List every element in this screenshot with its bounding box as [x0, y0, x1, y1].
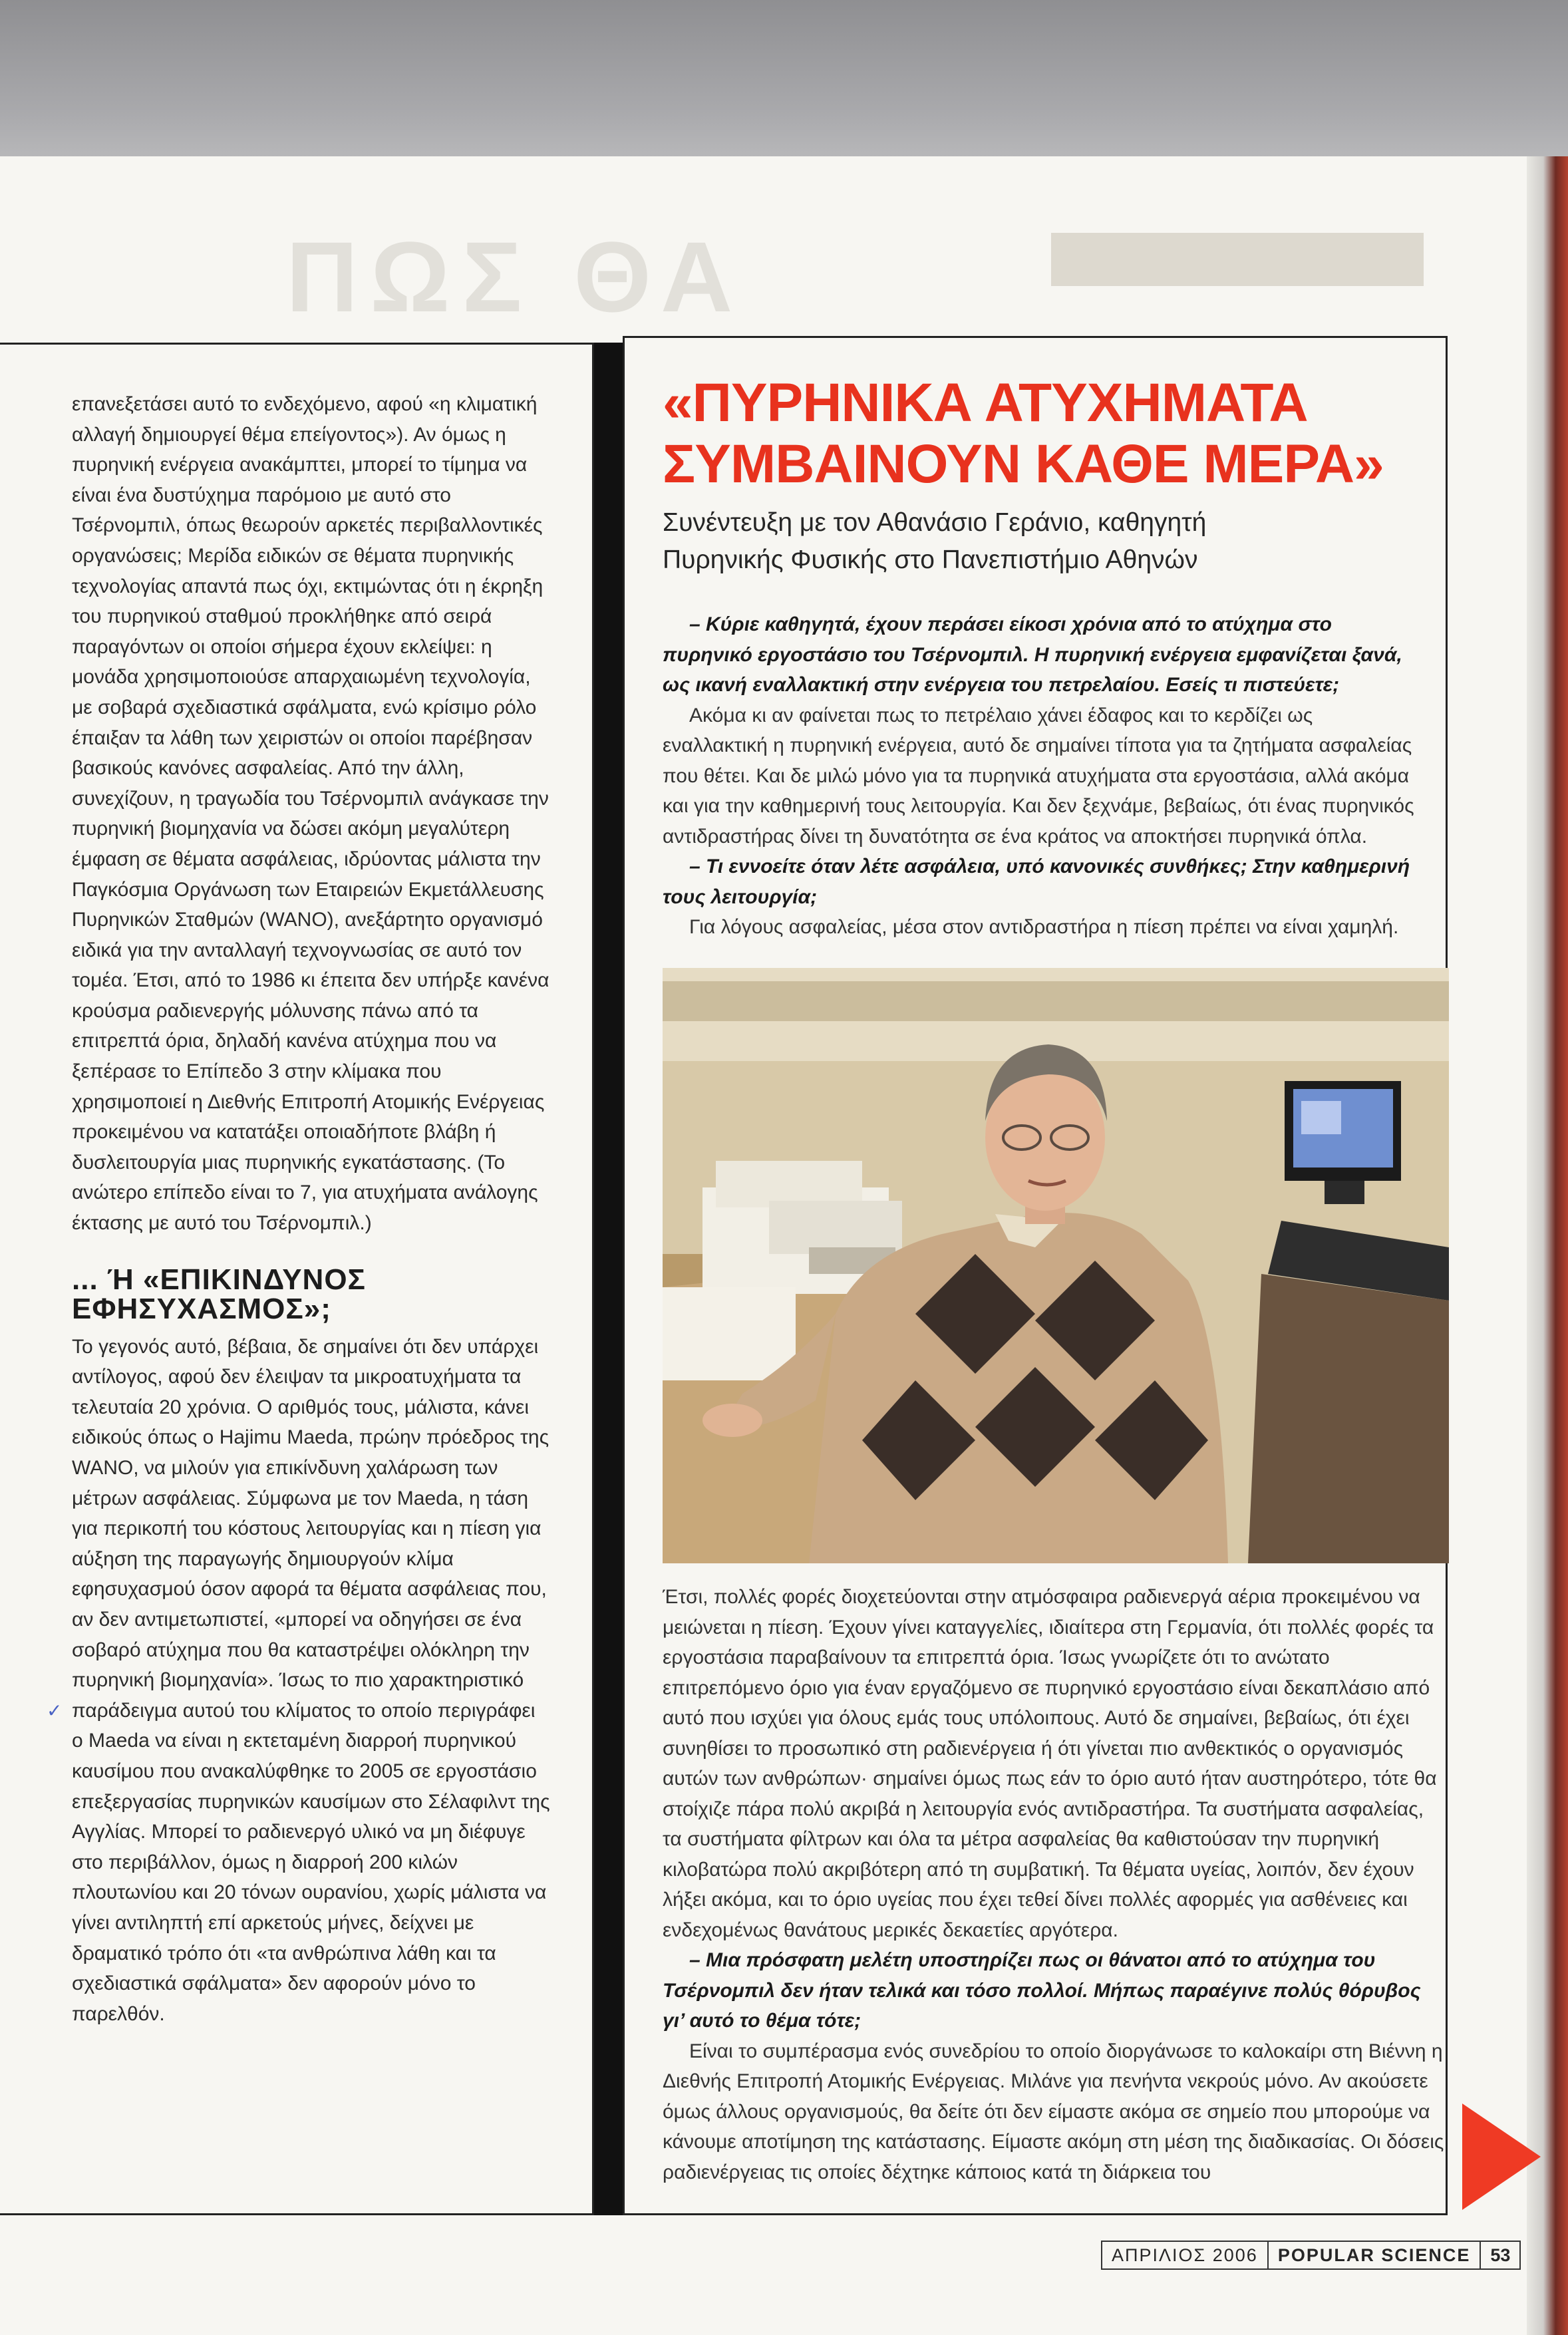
left-paragraph-2: Το γεγονός αυτό, βέβαια, δε σημαίνει ότι δεν υπάρχει αντίλογος, αφού δεν έλειψαν τα μικροατυχήματα τα τελευταία 20 χρόνια. Ο αριθμός τους, μάλιστα, κάνει ειδικούς όπως ο Hajimu Maeda, πρώην πρόεδρος της WANO, να μιλούν για επικίνδυνη χαλάρωση των μέτρων ασφάλειας. Σύμφωνα με τον Maeda, η τάση για περικοπή του κόστους λειτουργίας και η πίεση για αύξηση της παραγωγής δημιουργούν κλίμα εφησυχασμού όσον αφορά τα θέματα ασφάλειας που, αν δεν αντιμετωπιστεί, «μπορεί να οδηγήσει σε ένα σοβαρό ατύχημα που θα καταστρέψει ολόκληρη την πυρηνική βιομηχανία». Ίσως το πιο χαρακτηριστικό παράδειγμα αυτού του κλίματος το οποίο περιγράφει ο Maeda να είναι η εκτεταμένη διαρροή πυρηνικού καυσίμου που ανακαλύφθηκε το 2005 σε εργοστάσιο επεξεργασίας πυρηνικών καυσίμων στο Σέλαφιλντ της Αγγλίας. Μπορεί το ραδιενεργό υλικό να μη διέφυγε στο περιβάλλον, όμως η διαρροή 200 κιλών πλουτωνίου και 20 τόνων ουρανίου, χωρίς μάλιστα να γίνει αντιληπτή επί αρκετούς μήνες, δείχνει με δραματικό τρόπο ότι «τα ανθρώπινα λάθη και τα σχεδιαστικά σφάλματα» δεν αφορούν μόνο το παρελθόν. — [72, 1335, 550, 2025]
headline-line-1: «ΠΥΡΗΝΙΚΑ ΑΤΥΧΗΜΑΤΑ — [663, 373, 1308, 433]
deck — [663, 504, 1418, 579]
deck-line-1: Συνέντευξη με τον Αθανάσιο Γεράνιο, καθηγητή — [663, 508, 1207, 537]
question-2: – Τι εννοείτε όταν λέτε ασφάλεια, υπό κανονικές συνθήκες; Στην καθημερινή τους λειτουργία; — [663, 856, 1410, 908]
column-divider-bar — [594, 343, 623, 2215]
interview-column — [663, 373, 1418, 943]
footer-page-number: 53 — [1490, 2245, 1511, 2265]
pen-mark: ✓ — [47, 1700, 63, 1721]
portrait-illustration — [663, 968, 1449, 1563]
answer-1: Ακόμα κι αν φαίνεται πως το πετρέλαιο χάνει έδαφος και το κερδίζει ως εναλλακτική η πυρηνική ενέργεια, αυτό δε σημαίνει τίποτα για τα ζητήματα ασφαλείας που θέτει. Και δε μιλώ μόνο για τα πυρηνικά ατυχήματα στα εργοστάσια, αλλά ακόμα και για την καθημερινή τους λειτουργία. Και δεν ξεχνάμε, βεβαίως, ότι ένας πυρηνικός αντιδραστήρας δίνει τη δυνατότητα σε ένα κράτος να αποκτήσει πυρηνικά όπλα. — [663, 704, 1414, 848]
interview-continued — [663, 1582, 1448, 2187]
bleed-through-text: ΠΩΣ ΘΑ — [286, 221, 745, 333]
answer-3: Είναι το συμπέρασμα ενός συνεδρίου το οποίο διοργάνωσε το καλοκαίρι στη Βιέννη η Διεθνής Επιτροπή Ατομικής Ενέργειας. Μιλάνε για πενήντα νεκρούς μόνο. Αν ακούσετε όμως άλλους οργανισμούς, θα δείτε ότι δεν είμαστε ακόμα σε σημείο που μπορούμε να κάνουμε αποτίμηση της κατάστασης. Είμαστε ακόμη στη μέση της διαδικασίας. Οι δόσεις ραδιενέργειας τις οποίες δέχτηκε κάποιος κατά τη διάρκεια του — [663, 2040, 1444, 2183]
bleed-through-box — [1051, 233, 1424, 286]
page-edge — [1527, 156, 1568, 2335]
page-footer — [1101, 2241, 1521, 2270]
portrait-photo — [663, 968, 1449, 1563]
left-column — [72, 389, 551, 2029]
footer-issue-date: ΑΠΡΙΛΙΟΣ 2006 — [1102, 2242, 1269, 2268]
question-1: – Κύριε καθηγητά, έχουν περάσει είκοσι χρόνια από το ατύχημα στο πυρηνικό εργοστάσιο του Τσέρνομπιλ. Η πυρηνική ενέργεια εμφανίζεται ξανά, ως ικανή εναλλακτική στην ενέργεια του πετρελαίου. Εσείς τι πιστεύετε; — [663, 613, 1402, 696]
continue-arrow-icon — [1462, 2103, 1541, 2210]
scanner-background-top — [0, 0, 1568, 160]
interview-intro — [663, 609, 1418, 943]
section-subhead: ... Ή «ΕΠΙΚΙΝΔΥΝΟΣ ΕΦΗΣΥΧΑΣΜΟΣ»; — [72, 1263, 366, 1325]
question-3: – Μια πρόσφατη μελέτη υποστηρίζει πως οι θάνατοι από το ατύχημα του Τσέρνομπιλ δεν ήταν τελικά και τόσο πολλοί. Μήπως παραέγινε πολύς θόρυβος γι’ αυτό το θέμα τότε; — [663, 1949, 1421, 2032]
headline-line-2: ΣΥΜΒΑΙΝΟΥΝ ΚΑΘΕ ΜΕΡΑ» — [663, 434, 1384, 494]
deck-line-2: Πυρηνικής Φυσικής στο Πανεπιστήμιο Αθηνών — [663, 545, 1198, 574]
answer-2-continued: Έτσι, πολλές φορές διοχετεύονται στην ατμόσφαιρα ραδιενεργά αέρια προκειμένου να μειώνεται η πίεση. Έχουν γίνει καταγγελίες, ιδιαίτερα στη Γερμανία, ότι πολλές φορές τα εργοστάσια παραβαίνουν τα επιτρεπτά όρια. Ίσως γνωρίζετε ότι το ανώτατο επιτρεπόμενο όριο για έναν εργαζόμενο σε πυρηνικό εργοστάσιο είναι δεκαπλάσιο από αυτό που ισχύει για όλους εμάς τους υπόλοιπους. Αυτό δε σημαίνει, βεβαίως, ότι έχει συνηθίσει το προσωπικό στη ραδιενέργεια ή ότι γίνεται πιο ανθεκτικός ο οργανισμός αυτών των ανθρώπων· σημαίνει όμως πως εάν το όριο αυτό ήταν αυστηρότερο, τότε θα στοίχιζε πάρα πολύ ακριβά η λειτουργία ενός αντιδραστήρα. Τα συστήματα ασφαλείας, τα συστήματα φίλτρων και όλα τα μέτρα ασφαλείας θα καθιστούσαν την πυρηνική κιλοβατώρα πολύ ακριβότερη από τη συμβατική. Τα θέματα υγείας, λοιπόν, δεν έχουν λήξει ακόμα, και το όριο υγείας που έχει τεθεί δίνει πολλές αφορμές για ασθένειες και ενδεχομένως θανάτους μερικές δεκαετίες αργότερα. — [663, 1586, 1437, 1941]
answer-2: Για λόγους ασφαλείας, μέσα στον αντιδραστήρα η πίεση πρέπει να είναι χαμηλή. — [689, 916, 1399, 938]
footer-magazine-name: POPULAR SCIENCE — [1269, 2242, 1482, 2268]
headline — [663, 373, 1418, 495]
left-paragraph-1: επανεξετάσει αυτό το ενδεχόμενο, αφού «η κλιματική αλλαγή δημιουργεί θέμα επείγοντος»). Αν όμως η πυρηνική ενέργεια ανακάμπτει, μπορεί το τίμημα να είναι ένα δυστύχημα παρόμοιο με αυτό στο Τσέρνομπιλ, όπως θεωρούν αρκετές περιβαλλοντικές οργανώσεις; Μερίδα ειδικών σε θέματα πυρηνικής τεχνολογίας απαντά πως όχι, εκτιμώντας ότι η έκρηξη του πυρηνικού σταθμού προκλήθηκε από σειρά παραγόντων οι οποίοι σήμερα έχουν εκλείψει: η μονάδα χρησιμοποιούσε απαρχαιωμένη τεχνολογία, με σοβαρά σχεδιαστικά σφάλματα, ενώ κρίσιμο ρόλο έπαιξαν τα λάθη των χειριστών οι οποίοι παρέβησαν βασικούς κανόνες ασφαλείας. Από την άλλη, συνεχίζουν, η τραγωδία του Τσέρνομπιλ ανάγκασε την πυρηνική βιομηχανία να δώσει ακόμη μεγαλύτερη έμφαση σε θέματα ασφάλειας, ιδρύοντας μάλιστα την Παγκόσμια Οργάνωση των Εταιρειών Εκμετάλλευσης Πυρηνικών Σταθμών (WANO), ανεξάρτητο οργανισμό ειδικά για την ανταλλαγή τεχνογνωσίας σε αυτό τον τομέα. Έτσι, από το 1986 κι έπειτα δεν υπήρξε κανένα κρούσμα ραδιενεργής μόλυνσης πάνω από τα επιτρεπτά όρια, δηλαδή κανένα ατύχημα που να ξεπέρασε το Επίπεδο 3 στην κλίμακα που χρησιμοποιεί η Διεθνής Επιτροπή Ατομικής Ενέργειας προκειμένου να κατατάξει οποιαδήποτε βλάβη ή δυσλειτουργία μιας πυρηνικής εγκατάστασης. (Το ανώτερο επίπεδο είναι το 7, για ατυχήματα ανάλογης έκτασης με αυτό του Τσέρνομπιλ.) — [72, 393, 549, 1235]
